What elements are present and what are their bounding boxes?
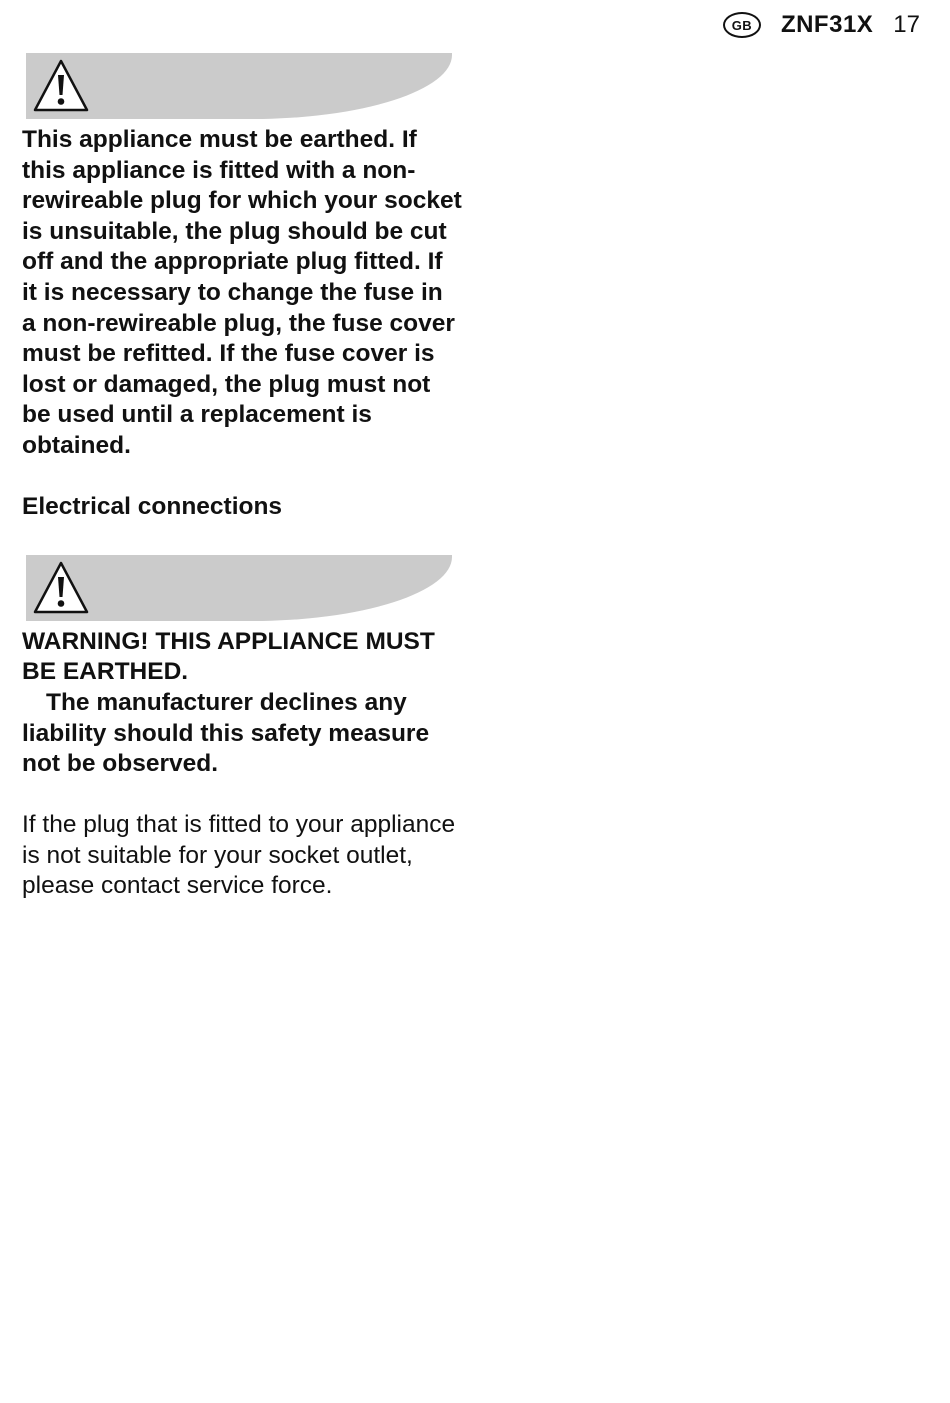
warning-banner xyxy=(26,53,452,119)
model-number: ZNF31X xyxy=(780,11,874,38)
warning-headline: WARNING! THIS APPLIANCE MUST BE EARTHED. xyxy=(22,627,435,686)
warning-triangle-icon xyxy=(32,560,90,616)
warning-triangle-icon xyxy=(32,58,90,114)
main-column xyxy=(22,53,462,902)
liability-note: The manufacturer declines any liability should this safety measure not be observed. xyxy=(22,688,430,778)
body-paragraph: If the plug that is fitted to your appliance is not suitable for your socket outlet, please contact service force. xyxy=(22,811,456,900)
page-number: 17 xyxy=(893,11,920,38)
country-code-badge: GB xyxy=(723,12,761,38)
section-heading: Electrical connections xyxy=(22,493,283,521)
page-header xyxy=(723,8,920,42)
warning-banner xyxy=(26,555,452,621)
earthing-warning-text: This appliance must be earthed. If this appliance is fitted with a non-rewireable plug for which your socket is unsuitable, the plug should be cut off and the appropriate plug fitted. If it is necessary to change the fuse in a non-rewireable plug, the fuse cover must be refitted. If the fuse cover is lost or damaged, the plug must not be used until a replacement is obtained. xyxy=(22,126,462,459)
